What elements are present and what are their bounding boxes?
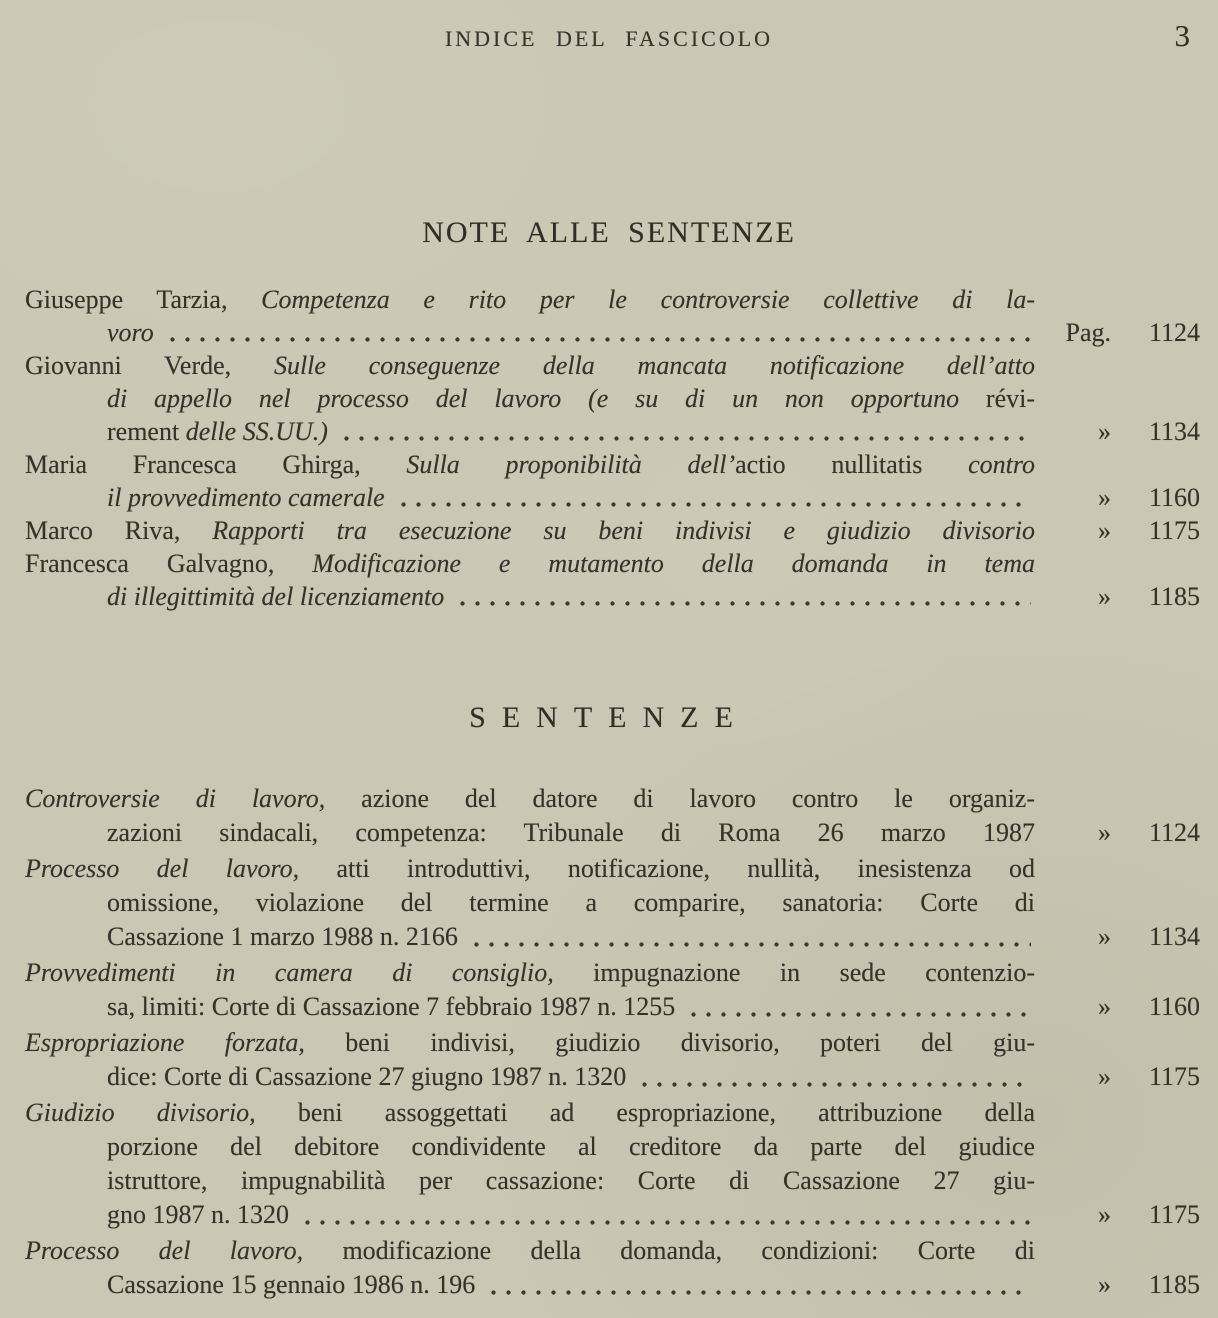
page-ref-number: 1124 (1148, 818, 1200, 847)
text-segment: di appello nel processo del lavoro (e su di un non opportuno (107, 384, 986, 413)
text-segment: Espropriazione forzata, (25, 1028, 305, 1057)
text-segment: Maria Francesca Ghirga, (25, 450, 407, 479)
page-header-title: INDICE DEL FASCICOLO (444, 26, 774, 51)
dot-leader (691, 1012, 1031, 1017)
entry-line (25, 316, 1035, 349)
text-segment: beni indivisi, giudizio divisorio, poteri del giu- (304, 1028, 1035, 1057)
entry-page-ref (1047, 481, 1200, 514)
text-segment: Giovanni Verde, (25, 351, 274, 380)
entry-line (25, 956, 1035, 990)
entry-page-ref (1047, 816, 1200, 850)
section-heading-sentenze: SENTENZE (469, 701, 749, 734)
entry-line-text (107, 415, 328, 448)
entry-line-text (25, 450, 1035, 479)
entry-line-text (25, 958, 1035, 987)
entry-page-ref (1047, 1268, 1200, 1302)
entry-line-text (25, 351, 1035, 380)
page-ref-mark: » (1098, 417, 1111, 446)
page-ref-number: 1175 (1148, 516, 1200, 545)
entry-line-text (107, 818, 1035, 847)
page-ref-mark: » (1098, 1270, 1111, 1299)
page-number: 3 (1174, 18, 1190, 53)
toc-entry (25, 283, 1200, 349)
text-segment: impugnazione in sede contenzio- (553, 958, 1035, 987)
dot-leader (170, 337, 1031, 342)
entry-line (25, 580, 1035, 613)
page-ref-mark: » (1098, 818, 1111, 847)
entry-line-text (107, 990, 675, 1024)
entry-page-ref (1047, 316, 1200, 349)
entry-line (25, 514, 1035, 547)
toc-entry (25, 956, 1200, 1024)
entry-line-text (25, 854, 1035, 883)
text-segment: Provvedimenti in camera di consiglio, (25, 958, 554, 987)
toc-entry (25, 349, 1200, 448)
page-ref-number: 1134 (1148, 922, 1200, 951)
text-segment: actio nullitatis (735, 450, 969, 479)
entry-page-ref (1047, 1060, 1200, 1094)
page-ref-mark: » (1098, 992, 1111, 1021)
text-segment: Competenza e rito per le controversie collettive di la- (261, 285, 1036, 314)
entry-line-text (25, 1028, 1035, 1057)
entry-line (25, 283, 1035, 316)
text-segment: Giudizio divisorio, (25, 1098, 256, 1127)
text-segment: il provvedimento camerale (107, 483, 385, 512)
text-segment: istruttore, impugnabilità per cassazione: Corte di Cassazione 27 giu- (107, 1166, 1035, 1195)
text-segment: Sulla proponibilità dell’ (406, 450, 736, 479)
text-segment: Sulle conseguenze della mancata notificazione dell’atto (273, 351, 1035, 380)
entry-line (25, 349, 1035, 382)
entry-page-ref (1047, 580, 1200, 613)
dot-leader (642, 1082, 1031, 1087)
text-segment: Cassazione 1 marzo 1988 n. 2166 (107, 922, 458, 951)
toc-entry (25, 1234, 1200, 1302)
entry-text (25, 782, 1035, 850)
entry-page-ref (1047, 990, 1200, 1024)
toc-entry (25, 852, 1200, 954)
text-segment: modificazione della domanda, condizioni: Corte di (303, 1236, 1035, 1265)
entry-line (25, 816, 1035, 850)
entry-line-text (107, 1268, 475, 1302)
entry-line-text (107, 1060, 626, 1094)
text-segment: Rapporti tra esecuzione su beni indivisi e giudizio divisorio (212, 516, 1035, 545)
entry-text (25, 1234, 1035, 1302)
text-segment: beni assoggettati ad espropriazione, attribuzione della (255, 1098, 1036, 1127)
entry-line (25, 481, 1035, 514)
entry-line (25, 1026, 1035, 1060)
entry-line-text (107, 1166, 1035, 1195)
sentenze-entry-list (25, 782, 1200, 1304)
entry-text (25, 852, 1035, 954)
dot-leader (491, 1290, 1031, 1295)
note-alle-sentenze-entry-list (25, 283, 1200, 613)
page-ref-number: 1185 (1148, 1270, 1200, 1299)
text-segment: Cassazione 15 gennaio 1986 n. 196 (107, 1270, 476, 1299)
text-segment: omissione, violazione del termine a comparire, sanatoria: Corte di (107, 888, 1035, 917)
entry-line-text (107, 1132, 1035, 1161)
page-ref-mark: Pag. (1065, 318, 1111, 347)
entry-text (25, 448, 1035, 514)
entry-line (25, 1164, 1035, 1198)
entry-line (25, 990, 1035, 1024)
page-ref-number: 1175 (1148, 1062, 1200, 1091)
entry-line (25, 852, 1035, 886)
text-segment: Marco Riva, (25, 516, 213, 545)
text-segment: gno 1987 n. 1320 (107, 1200, 289, 1229)
text-segment: delle SS.UU.) (185, 417, 328, 446)
page-ref-mark: » (1098, 516, 1111, 545)
entry-page-ref (1047, 415, 1200, 448)
entry-line (25, 382, 1035, 415)
entry-line (25, 886, 1035, 920)
page-ref-number: 1175 (1148, 1200, 1200, 1229)
entry-text (25, 514, 1035, 547)
entry-line-text (107, 481, 385, 514)
entry-line (25, 782, 1035, 816)
entry-line (25, 1234, 1035, 1268)
dot-leader (460, 601, 1031, 606)
page-ref-number: 1160 (1148, 483, 1200, 512)
dot-leader (305, 1220, 1031, 1225)
entry-line-text (25, 784, 1035, 813)
text-segment: azione del datore di lavoro contro le organiz- (325, 784, 1035, 813)
toc-entry (25, 1096, 1200, 1232)
toc-entry (25, 1026, 1200, 1094)
entry-line-text (107, 1198, 289, 1232)
entry-page-ref (1047, 514, 1200, 547)
text-segment: rement (107, 417, 186, 446)
entry-page-ref (1047, 920, 1200, 954)
text-segment: voro (107, 318, 154, 347)
page-ref-mark: » (1098, 483, 1111, 512)
text-segment: sa, limiti: Corte di Cassazione 7 febbraio 1987 n. 1255 (107, 992, 676, 1021)
page-ref-number: 1160 (1148, 992, 1200, 1021)
toc-entry (25, 547, 1200, 613)
entry-line (25, 415, 1035, 448)
entry-text (25, 1096, 1035, 1232)
entry-line (25, 920, 1035, 954)
entry-line-text (107, 384, 1035, 413)
toc-entry (25, 782, 1200, 850)
text-segment: dice: Corte di Cassazione 27 giugno 1987 n. 1320 (107, 1062, 627, 1091)
entry-line-text (25, 1098, 1035, 1127)
entry-line (25, 1268, 1035, 1302)
text-segment: Giuseppe Tarzia, (25, 285, 262, 314)
entry-line (25, 1060, 1035, 1094)
text-segment: atti introduttivi, notificazione, nullità, inesistenza od (299, 854, 1035, 883)
entry-line (25, 448, 1035, 481)
dot-leader (401, 502, 1031, 507)
text-segment: di illegittimità del licenziamento (107, 582, 445, 611)
entry-line-text (25, 1236, 1035, 1265)
toc-entry (25, 448, 1200, 514)
entry-line-text (107, 920, 458, 954)
text-segment: Processo del lavoro, (25, 854, 300, 883)
text-segment: zazioni sindacali, competenza: Tribunale di Roma 26 marzo 1987 (107, 818, 1035, 847)
entry-page-ref (1047, 1198, 1200, 1232)
entry-line-text (25, 549, 1035, 578)
entry-line-text (107, 580, 444, 613)
dot-leader (344, 436, 1031, 441)
entry-line (25, 1130, 1035, 1164)
page-ref-mark: » (1098, 922, 1111, 951)
entry-line (25, 547, 1035, 580)
page-ref-number: 1124 (1148, 318, 1200, 347)
entry-text (25, 1026, 1035, 1094)
entry-text (25, 283, 1035, 349)
dot-leader (474, 942, 1031, 947)
page-ref-mark: » (1098, 582, 1111, 611)
toc-entry (25, 514, 1200, 547)
entry-line-text (25, 516, 1035, 545)
entry-line-text (25, 285, 1035, 314)
entry-line-text (107, 888, 1035, 917)
page-ref-number: 1185 (1148, 582, 1200, 611)
text-segment: contro (968, 450, 1035, 479)
entry-line (25, 1198, 1035, 1232)
entry-line (25, 1096, 1035, 1130)
page-ref-mark: » (1098, 1062, 1111, 1091)
text-segment: Modificazione e mutamento della domanda in tema (312, 549, 1035, 578)
text-segment: révi- (985, 384, 1035, 413)
entry-text (25, 547, 1035, 613)
entry-text (25, 349, 1035, 448)
text-segment: Controversie di lavoro, (25, 784, 326, 813)
text-segment: Francesca Galvagno, (25, 549, 313, 578)
page-ref-number: 1134 (1148, 417, 1200, 446)
text-segment: porzione del debitore condividente al creditore da parte del giudice (107, 1132, 1035, 1161)
text-segment: Processo del lavoro, (25, 1236, 304, 1265)
entry-line-text (107, 316, 154, 349)
entry-text (25, 956, 1035, 1024)
section-heading-note-alle-sentenze: NOTE ALLE SENTENZE (422, 216, 796, 249)
page-ref-mark: » (1098, 1200, 1111, 1229)
